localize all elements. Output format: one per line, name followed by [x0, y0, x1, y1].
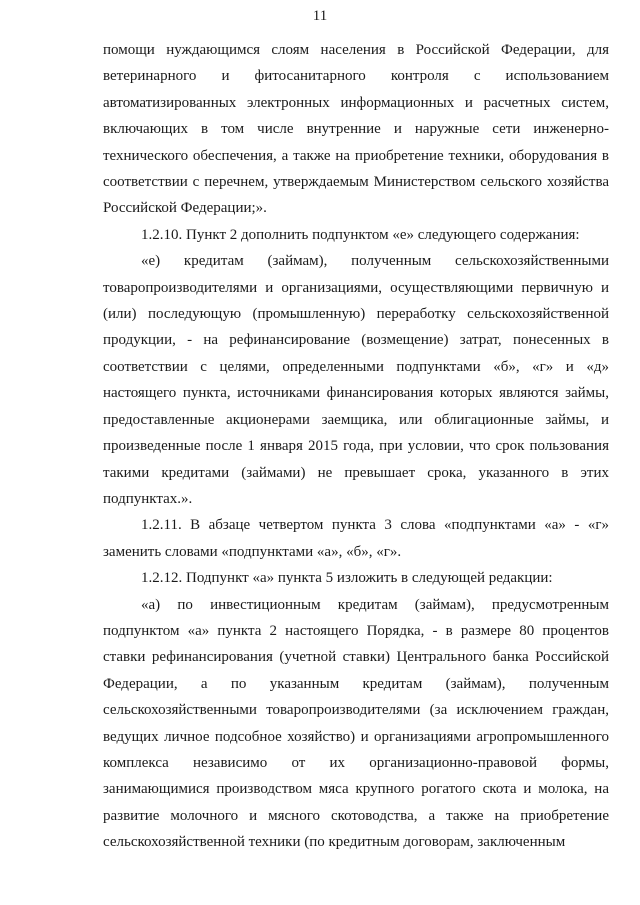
paragraph-1-2-10: 1.2.10. Пункт 2 дополнить подпунктом «е» следующего содержания:	[141, 226, 580, 243]
paragraph-1-2-11: 1.2.11. В абзаце четвертом пункта 3 слова «подпунктами «а» - «г» заменить словами «подпунктами «а», «б», «г».	[103, 517, 609, 560]
paragraph-subpoint-e: «е) кредитам (займам), полученным сельскохозяйственными товаропроизводителями и организациями, осуществляющими первичную и (или) последующую (промышленную) переработку сельскохозяйственной продукции, - на рефинансирование (возмещение) затрат, понесенных в соответствии с целями, определенными подпунктами «б», «г» и «д» настоящего пункта, источниками финансирования которых являются займы, предоставленные акционерами заемщика, или облигационные займы, и произведенные после 1 января 2015 года, при условии, что срок пользования такими кредитами (займами) не превышает срока, указанного в этих подпунктах.».	[103, 253, 609, 507]
paragraph-1-2-12: 1.2.12. Подпункт «а» пункта 5 изложить в следующей редакции:	[141, 570, 553, 587]
paragraph-subpoint-a: «а) по инвестиционным кредитам (займам), предусмотренным подпунктом «а» пункта 2 настоящего Порядка, - в размере 80 процентов ставки рефинансирования (учетной ставки) Центрального банка Российской Федерации, а по указанным кредитам (займам), полученным сельскохозяйственными товаропроизводителями (за исключением граждан, ведущих личное подсобное хозяйство) и организациями агропромышленного комплекса независимо от их организационно-правовой формы, занимающимися производством мяса крупного рогатого скота и молока, на развитие молочного и мясного скотоводства, а также на приобретение сельскохозяйственной техники (по кредитным договорам, заключенным	[103, 596, 609, 851]
page-number: 11	[312, 8, 328, 24]
paragraph-continuation: помощи нуждающимся слоям населения в Российской Федерации, для ветеринарного и фитосанитарного контроля с использованием автоматизированных электронных информационных и расчетных систем, включающих в том числе внутренние и наружные сети инженерно-технического обеспечения, а также на приобретение техники, оборудования в соответствии с перечнем, утверждаемым Министерством сельского хозяйства Российской Федерации;».	[103, 42, 609, 217]
document-body	[103, 37, 609, 856]
